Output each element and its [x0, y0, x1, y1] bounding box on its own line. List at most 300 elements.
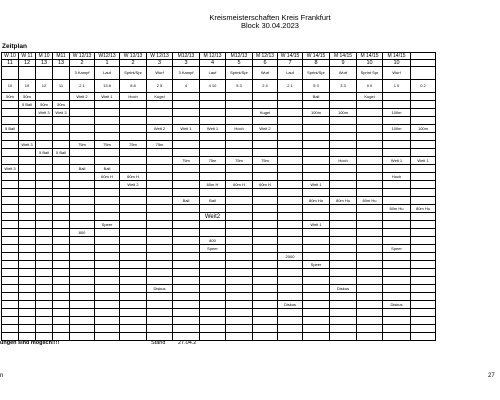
table-cell [19, 149, 36, 157]
table-cell [303, 301, 330, 309]
table-cell [200, 277, 226, 285]
header-cell: Wurf [253, 67, 278, 80]
table-cell [200, 285, 226, 293]
table-cell [303, 277, 330, 285]
table-cell [226, 229, 253, 237]
table-cell: 2 1 [70, 80, 95, 93]
header-cell: M 14/15 [330, 53, 357, 60]
table-cell [200, 189, 226, 197]
header-cell: M11 [53, 53, 70, 60]
table-cell [19, 133, 36, 141]
table-cell [95, 333, 120, 341]
table-cell [53, 141, 70, 149]
table-cell [70, 157, 95, 165]
header-cell: 8 [303, 60, 330, 67]
table-cell: Speer [383, 245, 411, 253]
table-cell [226, 309, 253, 317]
table-cell [36, 301, 53, 309]
table-cell [95, 213, 120, 221]
table-cell [357, 221, 383, 229]
table-cell: 8 8 [120, 80, 147, 93]
table-cell [120, 309, 147, 317]
header-cell: Wurf [330, 67, 357, 80]
header-cell: 13 [53, 60, 70, 67]
table-cell [303, 245, 330, 253]
table-cell [411, 261, 436, 269]
table-cell [357, 165, 383, 173]
table-cell [53, 205, 70, 213]
table-cell [53, 309, 70, 317]
table-cell [95, 229, 120, 237]
table-cell [411, 141, 436, 149]
table-cell [411, 269, 436, 277]
table-cell [95, 197, 120, 205]
table-cell [278, 173, 303, 181]
table-cell [147, 213, 173, 221]
table-cell [303, 205, 330, 213]
table-cell [70, 325, 95, 333]
table-cell [2, 301, 19, 309]
header-cell [411, 53, 436, 60]
header-cell: W12/13 [95, 53, 120, 60]
table-cell [147, 301, 173, 309]
table-cell [173, 117, 200, 125]
table-cell [70, 277, 95, 285]
table-cell: 5 Ball [19, 101, 36, 109]
table-cell [330, 213, 357, 221]
table-cell [278, 181, 303, 189]
header-cell: 10 [357, 60, 383, 67]
table-cell [70, 293, 95, 301]
table-cell [173, 277, 200, 285]
table-cell [95, 181, 120, 189]
table-cell: 5 3 [226, 80, 253, 93]
table-cell [226, 301, 253, 309]
header-cell [36, 67, 53, 80]
table-cell [303, 141, 330, 149]
table-cell [19, 125, 36, 133]
table-cell [357, 125, 383, 133]
table-cell [36, 229, 53, 237]
table-cell: 5 3 [303, 80, 330, 93]
table-cell [253, 309, 278, 317]
table-cell [411, 197, 436, 205]
table-cell [253, 269, 278, 277]
table-row [2, 197, 436, 205]
table-cell [120, 133, 147, 141]
table-cell [278, 269, 303, 277]
header-cell: 12 [19, 60, 36, 67]
table-cell [173, 101, 200, 109]
table-cell [330, 173, 357, 181]
header-cell [411, 67, 436, 80]
table-cell [226, 293, 253, 301]
table-cell [95, 253, 120, 261]
table-cell [357, 117, 383, 125]
table-cell [53, 301, 70, 309]
table-cell [383, 93, 411, 101]
table-cell [357, 157, 383, 165]
table-cell: Weit 2 [253, 125, 278, 133]
table-cell [357, 245, 383, 253]
table-cell [278, 157, 303, 165]
table-cell [278, 93, 303, 101]
table-cell [200, 141, 226, 149]
table-cell [19, 173, 36, 181]
table-row [2, 133, 436, 141]
table-cell [95, 189, 120, 197]
table-cell [278, 309, 303, 317]
table-cell [70, 181, 95, 189]
table-cell [2, 173, 19, 181]
table-cell [278, 109, 303, 117]
table-cell [330, 189, 357, 197]
table-cell [200, 309, 226, 317]
table-cell [330, 229, 357, 237]
table-row [2, 301, 436, 309]
table-cell: Hoch [120, 93, 147, 101]
table-cell [200, 269, 226, 277]
table-cell [53, 157, 70, 165]
table-cell: Weit2 [200, 213, 226, 221]
table-cell: 80m Hu [330, 197, 357, 205]
table-cell [19, 269, 36, 277]
table-cell [36, 165, 53, 173]
table-cell [330, 141, 357, 149]
table-cell [226, 269, 253, 277]
table-cell [173, 325, 200, 333]
table-cell [36, 317, 53, 325]
table-cell [330, 149, 357, 157]
table-cell [120, 285, 147, 293]
table-cell [330, 261, 357, 269]
table-cell [70, 301, 95, 309]
table-cell [330, 221, 357, 229]
table-cell [147, 181, 173, 189]
table-cell: 50m [2, 93, 19, 101]
table-cell: 60m H [120, 173, 147, 181]
table-cell [53, 325, 70, 333]
table-cell [253, 165, 278, 173]
table-cell [19, 205, 36, 213]
table-cell [411, 229, 436, 237]
table-cell [95, 293, 120, 301]
table-row [2, 125, 436, 133]
table-cell [70, 261, 95, 269]
table-cell: 100m [383, 109, 411, 117]
table-cell: 100m [383, 125, 411, 133]
table-cell [95, 269, 120, 277]
table-cell [226, 173, 253, 181]
table-cell [303, 229, 330, 237]
table-cell [357, 325, 383, 333]
table-cell [2, 157, 19, 165]
table-cell [383, 213, 411, 221]
table-cell: Ball [303, 93, 330, 101]
table-cell [2, 237, 19, 245]
table-cell [95, 149, 120, 157]
table-cell [2, 205, 19, 213]
table-cell [36, 221, 53, 229]
table-cell: 80m Hu [411, 205, 436, 213]
header-cell: 3 Kampf [173, 67, 200, 80]
table-cell [411, 93, 436, 101]
table-cell: 75m [253, 157, 278, 165]
table-cell [53, 181, 70, 189]
header-cell: 2 [70, 60, 95, 67]
table-cell [200, 149, 226, 157]
table-cell [2, 181, 19, 189]
table-cell [173, 133, 200, 141]
table-cell [383, 269, 411, 277]
header-cell: Sprint/Spr [226, 67, 253, 80]
table-row [2, 245, 436, 253]
table-cell [357, 189, 383, 197]
table-cell [383, 253, 411, 261]
table-cell [411, 245, 436, 253]
table-cell [357, 237, 383, 245]
table-cell [53, 93, 70, 101]
table-row [2, 277, 436, 285]
table-cell [173, 285, 200, 293]
table-cell [36, 205, 53, 213]
stand-label: Stand [151, 340, 166, 346]
table-cell [253, 333, 278, 341]
table-cell [36, 117, 53, 125]
header-cell: 2 [120, 60, 147, 67]
table-cell [173, 173, 200, 181]
table-cell: Weit 1 [95, 93, 120, 101]
table-cell [95, 237, 120, 245]
table-cell [278, 101, 303, 109]
table-cell [411, 277, 436, 285]
count-row [2, 80, 436, 93]
header-cell: 3 [173, 60, 200, 67]
table-cell [383, 285, 411, 293]
table-row [2, 213, 436, 221]
table-cell [19, 325, 36, 333]
table-cell [226, 141, 253, 149]
table-row [2, 165, 436, 173]
table-cell: 12 [36, 80, 53, 93]
header-cell: Lauf [278, 67, 303, 80]
table-cell [70, 309, 95, 317]
table-cell [36, 261, 53, 269]
table-cell [303, 101, 330, 109]
table-cell [330, 101, 357, 109]
table-cell [411, 189, 436, 197]
table-cell [2, 117, 19, 125]
table-cell [120, 253, 147, 261]
table-cell [120, 269, 147, 277]
table-cell [173, 237, 200, 245]
table-cell [200, 301, 226, 309]
table-cell [278, 213, 303, 221]
table-cell [53, 253, 70, 261]
table-cell [253, 229, 278, 237]
table-cell [226, 213, 253, 221]
table-cell [357, 261, 383, 269]
table-cell [70, 109, 95, 117]
table-row [2, 181, 436, 189]
table-cell: 2 5 [147, 80, 173, 93]
table-cell: 0 2 [411, 80, 436, 93]
table-cell [147, 197, 173, 205]
table-cell [120, 333, 147, 341]
table-cell [200, 109, 226, 117]
table-cell: 4 [173, 80, 200, 93]
table-cell [19, 181, 36, 189]
table-cell [226, 117, 253, 125]
table-cell [253, 325, 278, 333]
table-row [2, 325, 436, 333]
table-cell [19, 285, 36, 293]
table-cell: 800 [200, 237, 226, 245]
table-cell: 60m H [200, 181, 226, 189]
table-cell: 5 Ball [2, 125, 19, 133]
table-cell [147, 245, 173, 253]
table-cell [147, 149, 173, 157]
schedule-table [1, 52, 436, 341]
table-cell [19, 317, 36, 325]
table-cell: 80m Hu [357, 197, 383, 205]
table-cell [36, 125, 53, 133]
table-cell [357, 253, 383, 261]
table-cell [383, 237, 411, 245]
table-cell [278, 277, 303, 285]
table-cell [53, 117, 70, 125]
table-cell [411, 133, 436, 141]
table-cell [53, 165, 70, 173]
header-cell: 9 [330, 60, 357, 67]
table-cell [53, 229, 70, 237]
table-cell [19, 165, 36, 173]
table-cell [95, 109, 120, 117]
table-cell [330, 245, 357, 253]
table-cell: 75m [226, 157, 253, 165]
table-cell [411, 317, 436, 325]
table-cell [226, 325, 253, 333]
table-cell [36, 157, 53, 165]
table-cell [36, 293, 53, 301]
table-cell [19, 237, 36, 245]
table-cell [147, 293, 173, 301]
table-cell [383, 333, 411, 341]
table-row [2, 205, 436, 213]
table-cell [278, 117, 303, 125]
table-cell [2, 189, 19, 197]
header-cell: Sprint Spr [357, 67, 383, 80]
table-cell [330, 133, 357, 141]
table-cell: 13 8 [95, 80, 120, 93]
table-cell [173, 269, 200, 277]
table-cell [19, 277, 36, 285]
table-cell [120, 277, 147, 285]
table-cell [70, 189, 95, 197]
table-cell [147, 165, 173, 173]
column-header-row [2, 53, 436, 60]
table-cell [411, 237, 436, 245]
table-cell [357, 301, 383, 309]
table-cell [226, 333, 253, 341]
table-cell [303, 165, 330, 173]
table-cell [147, 277, 173, 285]
table-cell [226, 93, 253, 101]
table-cell [36, 269, 53, 277]
table-cell [120, 157, 147, 165]
table-cell: Ball [200, 197, 226, 205]
table-cell [253, 205, 278, 213]
table-cell [53, 285, 70, 293]
table-cell [303, 149, 330, 157]
table-cell: 0 0 [357, 80, 383, 93]
table-cell [200, 325, 226, 333]
table-cell [278, 125, 303, 133]
table-cell [120, 301, 147, 309]
table-cell [147, 205, 173, 213]
table-cell [357, 101, 383, 109]
table-cell [226, 197, 253, 205]
table-cell [330, 253, 357, 261]
table-cell: Weit 1 [303, 221, 330, 229]
table-cell [147, 237, 173, 245]
table-cell: 75m [95, 141, 120, 149]
table-cell [2, 109, 19, 117]
header-cell [411, 60, 436, 67]
table-cell [200, 165, 226, 173]
table-cell [357, 109, 383, 117]
left-margin-mark: n [0, 373, 4, 379]
table-cell [253, 285, 278, 293]
table-cell: Diskus [147, 285, 173, 293]
table-cell [70, 221, 95, 229]
table-cell [330, 165, 357, 173]
table-cell [120, 245, 147, 253]
table-cell [120, 221, 147, 229]
table-cell [253, 301, 278, 309]
table-cell: 5 Ball [53, 149, 70, 157]
table-cell [147, 325, 173, 333]
table-cell [120, 149, 147, 157]
table-cell [70, 149, 95, 157]
table-cell [226, 205, 253, 213]
table-cell [357, 141, 383, 149]
table-row [2, 157, 436, 165]
table-cell [200, 333, 226, 341]
table-cell [411, 165, 436, 173]
table-cell [95, 117, 120, 125]
table-cell: Hoch [330, 157, 357, 165]
table-cell [147, 221, 173, 229]
table-cell [147, 117, 173, 125]
table-cell [147, 101, 173, 109]
table-cell [411, 333, 436, 341]
table-cell [357, 269, 383, 277]
table-cell [2, 269, 19, 277]
table-cell [200, 253, 226, 261]
table-cell [95, 325, 120, 333]
table-cell [2, 261, 19, 269]
table-cell [19, 117, 36, 125]
table-cell [120, 293, 147, 301]
table-cell [70, 125, 95, 133]
table-cell [173, 245, 200, 253]
table-cell [173, 93, 200, 101]
table-cell [226, 189, 253, 197]
table-cell: Weit 3 [36, 109, 53, 117]
table-cell [36, 253, 53, 261]
table-cell [303, 333, 330, 341]
